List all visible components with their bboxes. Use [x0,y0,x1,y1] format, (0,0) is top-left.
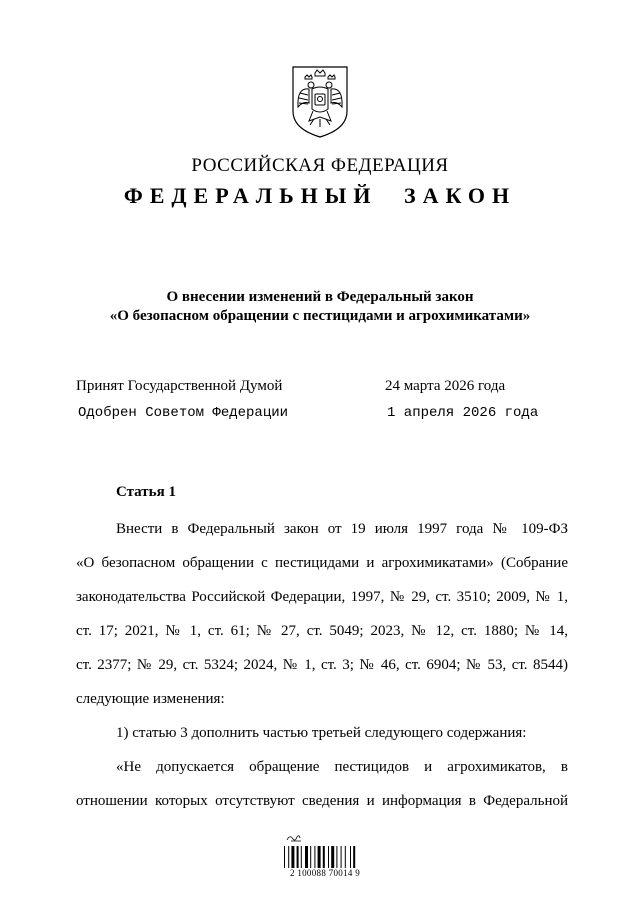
council-approval-date: 1 апреля 2026 года [387,405,539,421]
article-body [76,512,568,818]
duma-adoption-date: 24 марта 2026 года [385,378,506,394]
country-name: РОССИЙСКАЯ ФЕДЕРАЦИЯ [191,155,449,176]
article-line: «Не допускается обращение пестицидов и агрохимикатов, в [116,759,568,775]
law-subject-line-2: «О безопасном обращении с пестицидами и агрохимикатами» [109,308,531,324]
barcode-number: 2 100088 70014 9 [289,868,361,878]
article-line: следующие изменения: [76,691,225,707]
article-line: 1) статью 3 дополнить частью третьей следующего содержания: [116,725,527,741]
handwritten-mark-icon [283,833,357,843]
council-approval-label: Одобрен Советом Федерации [78,405,289,421]
article-line: законодательства Российской Федерации, 1997, № 29, ст. 3510; 2009, № 1, [76,589,568,605]
document-type-title: ФЕДЕРАЛЬНЫЙ ЗАКОН [123,183,517,208]
duma-adoption-label: Принят Государственной Думой [76,378,283,394]
law-subject-line-1: О внесении изменений в Федеральный закон [166,289,474,305]
article-line: отношении которых отсутствуют сведения и информация в Федеральной [76,793,568,809]
article-heading: Статья 1 [116,484,176,500]
law-subject [60,288,580,326]
article-line: «О безопасном обращении с пестицидами и агрохимикатами» (Собрание [76,555,568,571]
article-line: ст. 2377; № 29, ст. 5324; 2024, № 1, ст. 3; № 46, ст. 6904; № 53, ст. 8544) [76,657,568,673]
article-line: Внести в Федеральный закон от 19 июля 1997 года № 109-ФЗ [116,521,568,537]
barcode-icon [283,846,363,868]
coat-of-arms-icon [287,63,353,139]
article-line: ст. 17; 2021, № 1, ст. 61; № 27, ст. 5049; 2023, № 12, ст. 1880; № 14, [76,623,568,639]
